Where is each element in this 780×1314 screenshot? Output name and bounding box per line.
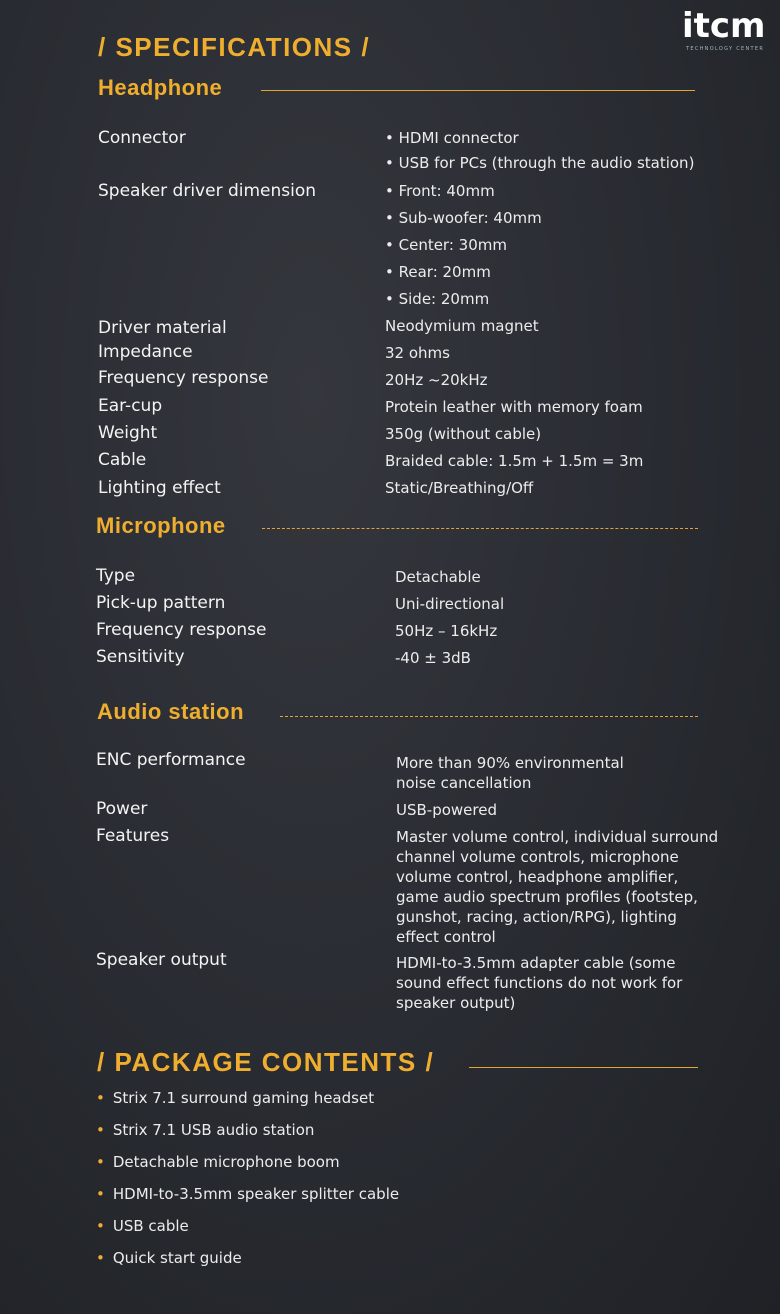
spec-label-lighting-effect: Lighting effect [98,478,221,498]
audio-station-heading: Audio station [97,699,245,724]
package-contents-title: / PACKAGE CONTENTS / [97,1047,435,1077]
spec-label-speaker-driver: Speaker driver dimension [98,181,317,201]
package-divider [469,1067,698,1068]
spec-label-driver-material: Driver material [98,318,227,338]
bullet-icon: • [96,1249,105,1267]
spec-value: 32 ohms [385,344,450,362]
spec-value: • Sub-woofer: 40mm [385,209,542,227]
mic-label-pickup: Pick-up pattern [96,593,226,613]
bullet-icon: • [96,1121,105,1139]
headphone-divider [261,90,695,91]
microphone-heading: Microphone [96,513,226,538]
mic-value-sensitivity: -40 ± 3dB [395,649,471,667]
spec-value: 20Hz ~20kHz [385,371,488,389]
package-item: • HDMI-to-3.5mm speaker splitter cable [96,1185,400,1203]
spec-value: Static/Breathing/Off [385,479,534,497]
bullet-icon: • [96,1217,105,1235]
audio-label-features: Features [96,826,170,846]
spec-label-ear-cup: Ear-cup [98,396,163,416]
audio-value-features: Master volume control, individual surround channel volume controls, microphone volume control, headphone amplifier, game audio spectrum profiles (footstep, gunshot, racing, action/RPG), lighting effect control [396,828,719,946]
specifications-title: / SPECIFICATIONS / [98,32,371,62]
package-item: • USB cable [96,1217,189,1235]
spec-value: 350g (without cable) [385,425,542,443]
audio-station-divider [280,716,698,717]
spec-value: • HDMI connector [385,129,519,147]
logo-text: itcm [682,6,766,46]
microphone-divider [262,528,698,529]
logo-subtitle: TECHNOLOGY CENTER [686,46,765,52]
package-item: • Detachable microphone boom [96,1153,340,1171]
bullet-icon: • [96,1185,105,1203]
spec-value: • USB for PCs (through the audio station) [385,154,695,172]
bullet-icon: • [96,1153,105,1171]
spec-label-impedance: Impedance [98,342,193,362]
audio-value-speaker-output: HDMI-to-3.5mm adapter cable (some sound effect functions do not work for speaker output) [396,954,683,1012]
spec-label-frequency-response: Frequency response [98,368,269,388]
headphone-heading: Headphone [98,75,223,100]
spec-value: • Front: 40mm [385,182,495,200]
mic-value-type: Detachable [395,568,481,586]
mic-value-pickup: Uni-directional [395,595,505,613]
spec-value: Neodymium magnet [385,317,539,335]
spec-label-connector: Connector [98,128,186,148]
itcm-logo [682,6,776,56]
bullet-icon: • [96,1089,105,1107]
mic-label-sensitivity: Sensitivity [96,647,185,667]
spec-value: Protein leather with memory foam [385,398,643,416]
package-item: • Quick start guide [96,1249,242,1267]
mic-value-frequency: 50Hz – 16kHz [395,622,498,640]
spec-value: • Side: 20mm [385,290,490,308]
audio-label-power: Power [96,799,148,819]
audio-value-enc: More than 90% environmental noise cancellation [396,754,624,792]
audio-value-power: USB-powered [396,801,497,819]
spec-value: • Center: 30mm [385,236,507,254]
audio-label-speaker-output: Speaker output [96,950,227,970]
spec-label-weight: Weight [98,423,158,443]
spec-label-cable: Cable [98,450,147,470]
spec-value: • Rear: 20mm [385,263,491,281]
audio-label-enc: ENC performance [96,750,246,770]
mic-label-frequency: Frequency response [96,620,267,640]
package-item: • Strix 7.1 surround gaming headset [96,1089,375,1107]
spec-value: Braided cable: 1.5m + 1.5m = 3m [385,452,644,470]
package-item: • Strix 7.1 USB audio station [96,1121,315,1139]
mic-label-type: Type [96,566,136,586]
